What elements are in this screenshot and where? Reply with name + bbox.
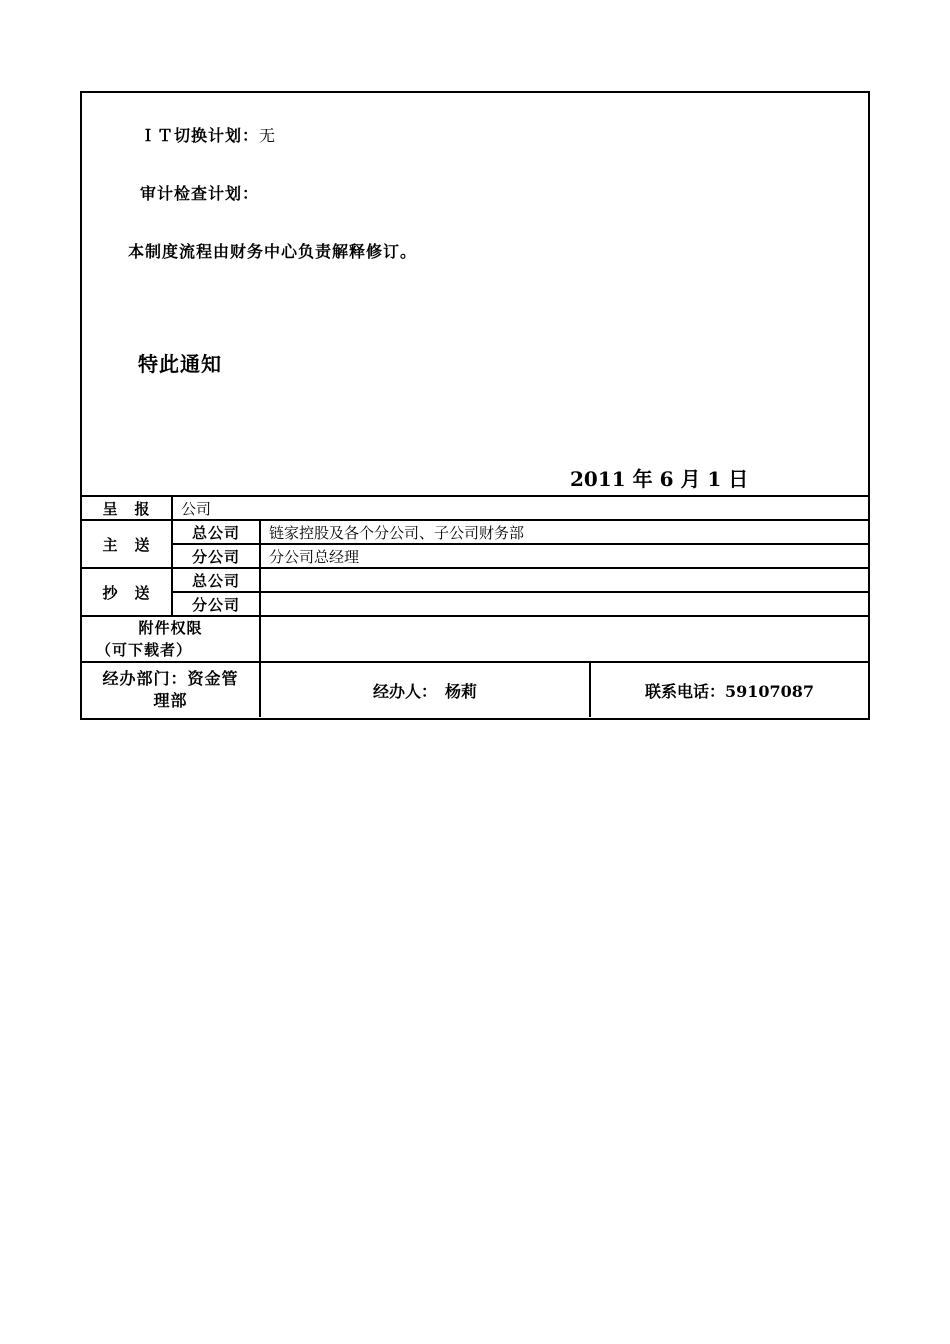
interpretation-statement: 本制度流程由财务中心负责解释修订。 bbox=[128, 242, 418, 261]
issue-date: 2011 年 6 月 1 日 bbox=[570, 467, 749, 491]
it-switch-plan-label: ＩＴ切换计划： bbox=[140, 126, 260, 145]
attachment-row bbox=[82, 616, 868, 662]
copy-branch-row bbox=[82, 592, 868, 616]
attachment-permission-label bbox=[82, 616, 260, 662]
handling-department-line2: 理部 bbox=[153, 691, 188, 710]
attachment-permission-label-line2: （可下载者） bbox=[96, 641, 193, 659]
send-branch-value: 分公司总经理 bbox=[260, 544, 868, 568]
copy-branch-label: 分公司 bbox=[172, 592, 260, 616]
copy-head-value bbox=[260, 568, 868, 592]
send-head-label: 总公司 bbox=[172, 520, 260, 544]
report-label: 呈 报 bbox=[82, 496, 172, 520]
copy-head-label: 总公司 bbox=[172, 568, 260, 592]
copy-branch-value bbox=[260, 592, 868, 616]
it-switch-plan-value: 无 bbox=[259, 126, 277, 145]
send-branch-row bbox=[82, 544, 868, 568]
contact-phone: 联系电话：59107087 bbox=[590, 662, 868, 717]
handler-row bbox=[82, 662, 868, 717]
it-switch-plan bbox=[140, 123, 276, 146]
report-value: 公司 bbox=[172, 496, 868, 520]
send-branch-label: 分公司 bbox=[172, 544, 260, 568]
audit-check-plan bbox=[140, 181, 259, 204]
attachment-permission-label-line1: 附件权限 bbox=[138, 619, 203, 637]
distribution-table bbox=[82, 495, 868, 717]
handler-person: 经办人： 杨莉 bbox=[260, 662, 590, 717]
send-label: 主 送 bbox=[82, 520, 172, 568]
handling-department-line1: 经办部门：资金管 bbox=[102, 669, 239, 688]
copy-head-row bbox=[82, 568, 868, 592]
send-head-row bbox=[82, 520, 868, 544]
attachment-permission-value bbox=[260, 616, 868, 662]
notice-text: 特此通知 bbox=[138, 352, 222, 376]
audit-check-plan-label: 审计检查计划： bbox=[140, 184, 260, 203]
copy-label: 抄 送 bbox=[82, 568, 172, 616]
document-page bbox=[80, 91, 870, 720]
send-head-value: 链家控股及各个分公司、子公司财务部 bbox=[260, 520, 868, 544]
report-row bbox=[82, 496, 868, 520]
handling-department bbox=[82, 662, 260, 717]
